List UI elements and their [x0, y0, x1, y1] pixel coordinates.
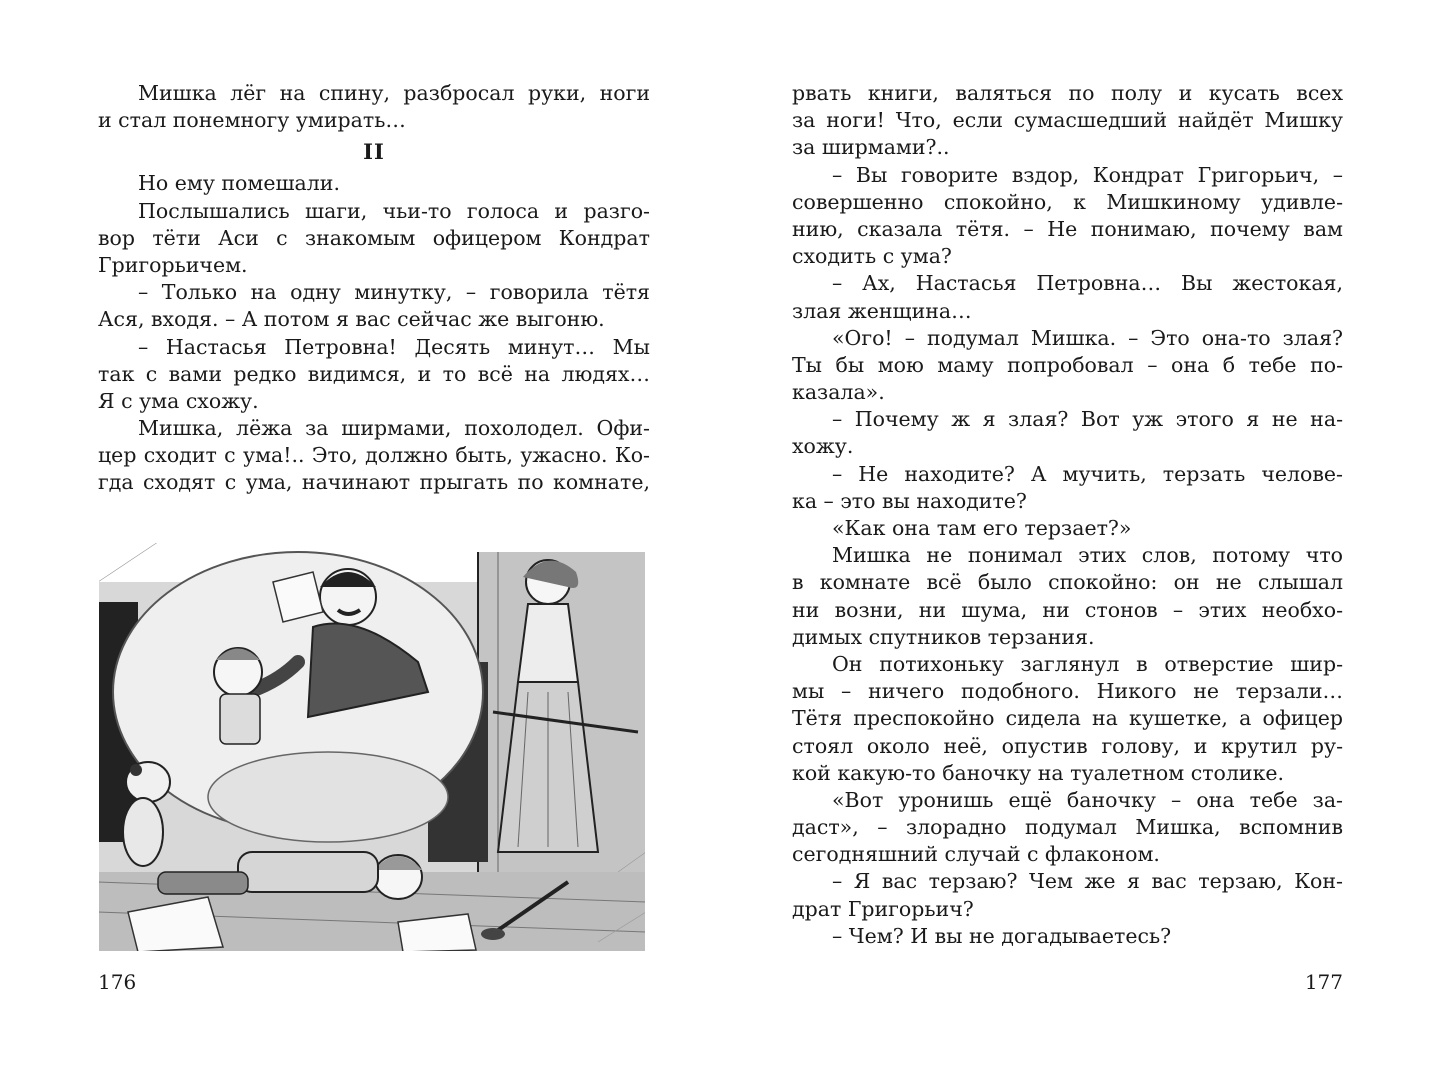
text-line: стоял около неё, опустив голову, и крутил ру-	[792, 733, 1343, 758]
text-line: Ты бы мою маму попробовал – она б тебе по-	[792, 352, 1343, 377]
text-line: Григорьичем.	[98, 252, 248, 277]
text-line: Мишка, лёжа за ширмами, похолодел. Офи-	[138, 416, 650, 441]
text-line: и стал понемногу умирать…	[98, 108, 406, 133]
text-line: драт Григорьич?	[792, 896, 974, 921]
text-line: – Не находите? А мучить, терзать челове-	[832, 461, 1343, 486]
text-line: димых спутников терзания.	[792, 624, 1095, 649]
illustration-drawing	[98, 542, 646, 952]
text-line: Я с ума схожу.	[98, 388, 259, 413]
text-line: казала».	[792, 380, 885, 405]
text-line: – Вы говорите вздор, Кондрат Григорьич, –	[832, 162, 1343, 187]
text-line: гда сходят с ума, начинают прыгать по комнате,	[98, 470, 650, 495]
text-line: «Как она там его терзает?»	[832, 516, 1132, 540]
text-line: – Почему ж я злая? Вот уж этого я не на-	[832, 407, 1343, 432]
text-line: сходить с ума?	[792, 244, 952, 269]
text-line: Но ему помешали.	[138, 171, 340, 196]
text-line: мы – ничего подобного. Никого не терзали…	[792, 679, 1343, 704]
left-body-text	[98, 170, 650, 496]
left-page	[98, 0, 650, 1080]
text-line: ка – это вы находите?	[792, 488, 1027, 513]
text-line: – Только на одну минутку, – говорила тётя	[138, 280, 650, 305]
right-page	[792, 0, 1343, 1080]
right-text-column	[792, 80, 1343, 950]
text-line: Послышались шаги, чьи-то голоса и разго-	[138, 198, 650, 223]
text-line: ни возни, ни шума, ни стонов – этих необхо-	[792, 597, 1343, 622]
text-line: – Чем? И вы не догадываетесь?	[832, 923, 1172, 948]
text-line: «Ого! – подумал Мишка. – Это она-то злая?	[832, 325, 1343, 350]
text-line: – Я вас терзаю? Чем же я вас терзаю, Кон-	[832, 869, 1343, 894]
text-line: даст», – злорадно подумал Мишка, вспомнив	[792, 815, 1343, 840]
text-line: злая женщина…	[792, 298, 972, 323]
text-line: хожу.	[792, 434, 854, 459]
text-line: рвать книги, валяться по полу и кусать всех	[792, 81, 1343, 105]
book-illustration	[98, 542, 646, 952]
page-number-left: 176	[98, 970, 137, 994]
text-line: за ширмами?..	[792, 135, 950, 160]
text-line: «Вот уронишь ещё баночку – она тебе за-	[832, 787, 1343, 812]
text-line: цер сходит с ума!.. Это, должно быть, ужасно. Ко-	[98, 443, 650, 468]
text-line: Мишка не понимал этих слов, потому что	[832, 543, 1343, 568]
text-line: в комнате всё было спокойно: он не слышал	[792, 570, 1343, 595]
text-line: кой какую-то баночку на туалетном столике.	[792, 760, 1285, 785]
text-line: за ноги! Что, если сумасшедший найдёт Мишку	[792, 108, 1343, 133]
text-line: Ася, входя. – А потом я вас сейчас же выгоню.	[98, 307, 605, 332]
text-line: Тётя преспокойно сидела на кушетке, а офицер	[792, 706, 1343, 731]
left-intro-paragraph	[98, 80, 650, 134]
text-line: Мишка лёг на спину, разбросал руки, ноги	[138, 81, 650, 105]
text-line: – Ах, Настасья Петровна… Вы жестокая,	[832, 271, 1343, 296]
text-line: нию, сказала тётя. – Не понимаю, почему вам	[792, 216, 1343, 241]
text-line: – Настасья Петровна! Десять минут… Мы	[138, 334, 650, 359]
text-line: вор тёти Аси с знакомым офицером Кондрат	[98, 225, 650, 250]
text-line: совершенно спокойно, к Мишкиному удивле-	[792, 189, 1343, 214]
text-line: сегодняшний случай с флаконом.	[792, 842, 1160, 867]
text-line: так с вами редко видимся, и то всё на людях…	[98, 361, 650, 386]
page-number-right: 177	[1304, 970, 1343, 994]
left-text-column	[98, 80, 650, 497]
chapter-heading: II	[363, 139, 385, 165]
text-line: Он потихоньку заглянул в отверстие шир-	[832, 651, 1343, 676]
